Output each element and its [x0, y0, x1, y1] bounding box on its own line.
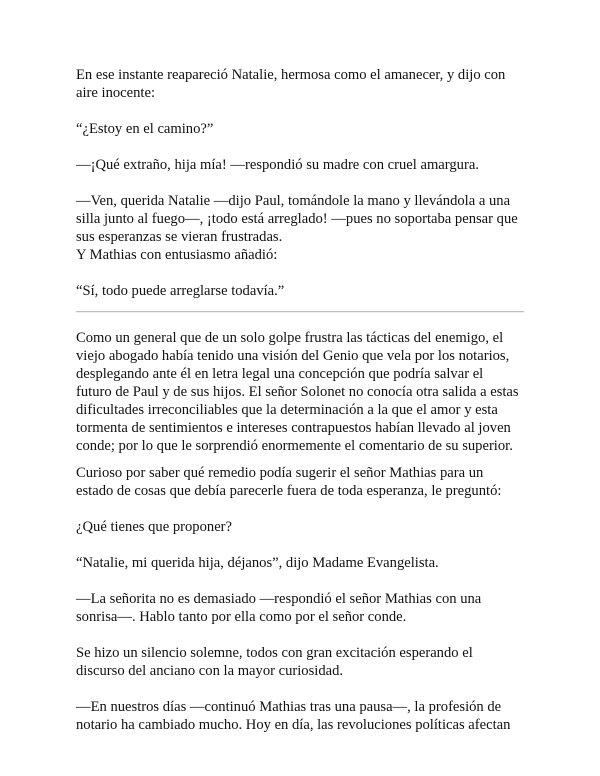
section-divider — [76, 311, 524, 313]
paragraph-how-strange: —¡Qué extraño, hija mía! —respondió su madre con cruel amargura. — [76, 157, 479, 173]
paragraph-what-to-propose: ¿Qué tienes que proponer? — [76, 519, 233, 535]
paragraph-mathias-smile: —La señorita no es demasiado —respondió el señor Mathias con una sonrisa—. Hablo tanto por ella como por el señor conde. — [76, 591, 482, 625]
paragraph-notary-profession: —En nuestros días —continuó Mathias tras una pausa—, la profesión de notario ha cambiado mucho. Hoy en día, las revoluciones políticas afectan — [76, 699, 511, 733]
paragraph-mathias-added: Y Mathias con entusiasmo añadió: — [76, 247, 278, 263]
paragraph-am-i-in-the-way: “¿Estoy en el camino?” — [76, 121, 214, 137]
paragraph-natalie-reappears: En ese instante reapareció Natalie, hermosa como el amanecer, y dijo con aire inocente: — [76, 67, 506, 101]
paragraph-solemn-silence: Se hizo un silencio solemne, todos con gran excitación esperando el discurso del anciano con la mayor curiosidad. — [76, 645, 473, 679]
paragraph-all-can-be-arranged: “Sí, todo puede arreglarse todavía.” — [76, 283, 285, 299]
paragraph-madame-evangelista: “Natalie, mi querida hija, déjanos”, dijo Madame Evangelista. — [76, 555, 439, 571]
paragraph-general-analogy: Como un general que de un solo golpe frustra las tácticas del enemigo, el viejo abogado había tenido una visión del Genio que vela por los notarios, desplegando ante él en letra legal una concepción que podría salvar el futuro de Paul y de sus hijos. El señor Solonet no conocía otra salida a estas dificultades irreconciliables que la determinación a la que el amor y esta tormenta de sentimientos e intereses contrapuestos habían llevado al joven conde; por lo que le sorprendió enormemente el comentario de su superior. — [76, 330, 519, 454]
paragraph-curious-remedy: Curioso por saber qué remedio podía sugerir el señor Mathias para un estado de cosas que debía parecerle fuera de toda esperanza, le preguntó: — [76, 465, 502, 499]
paragraph-paul-speaks: —Ven, querida Natalie —dijo Paul, tomándole la mano y llevándola a una silla junto al fuego—, ¡todo está arreglado! —pues no soportaba pensar que sus esperanzas se vieran frustradas. — [76, 193, 518, 245]
